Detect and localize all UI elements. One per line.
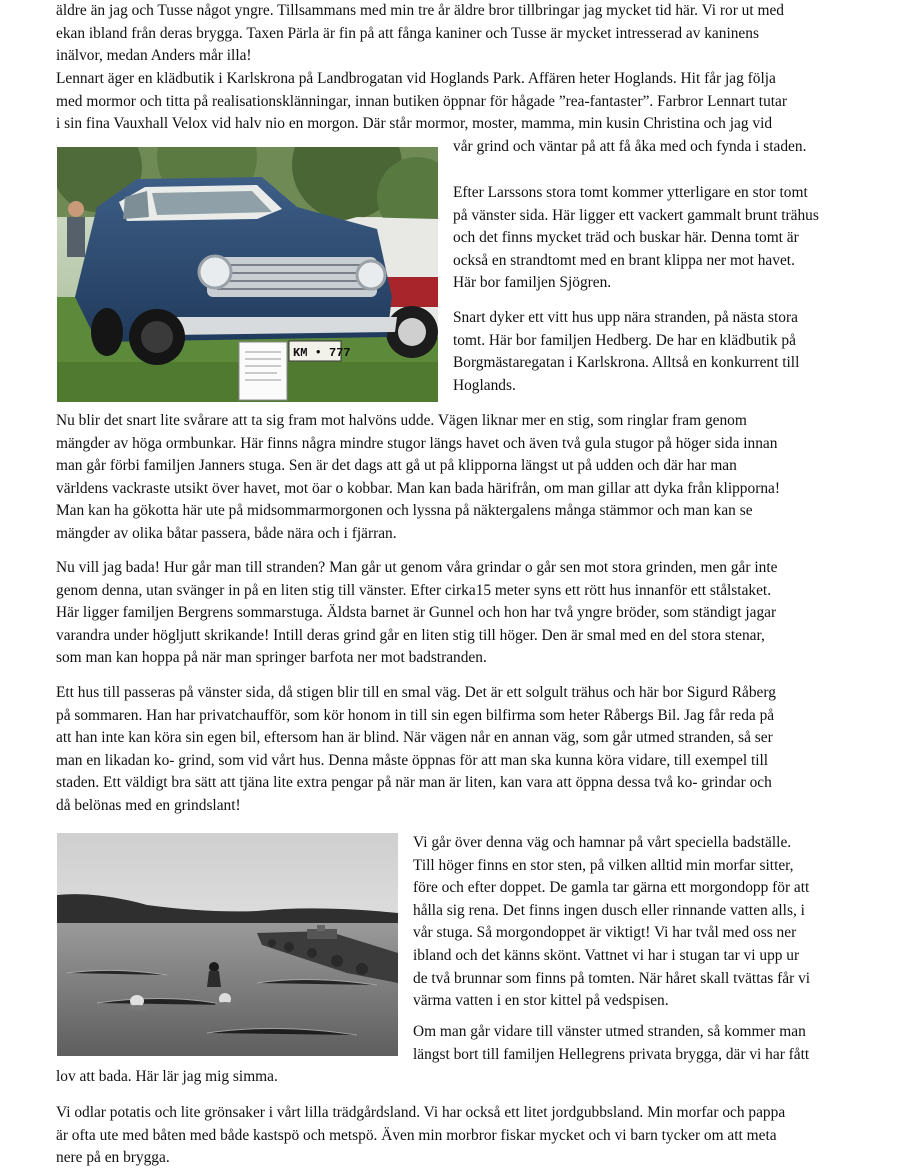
- vauxhall-velox-photo: [57, 147, 438, 402]
- text-line: värma vatten i en stor kittel på vedspisen.: [413, 992, 669, 1010]
- text-line: äldre än jag och Tusse något yngre. Tillsammans med min tre år äldre bror tillbringar jag mycket tid här. Vi ror ut med: [56, 2, 784, 19]
- text-line: Lennart äger en klädbutik i Karlskrona på Landbrogatan vid Hoglands Park. Affären heter Hoglands. Hit får jag följa: [56, 70, 776, 87]
- text-line: Om man går vidare till vänster utmed stranden, så kommer man: [413, 1023, 806, 1040]
- paragraph-udde: [56, 410, 846, 546]
- text-line: Här bor familjen Sjögren.: [453, 274, 612, 292]
- car-photo-illustration: [57, 147, 438, 402]
- text-line: Efter Larssons stora tomt kommer ytterligare en stor tomt: [453, 184, 808, 201]
- text-line: är ofta ute med båten med både kastspö och metspö. Även min morbror fiskar mycket och vi barn tycker om att meta: [56, 1126, 777, 1144]
- paragraph-raberg: [56, 682, 846, 818]
- text-line: mängder av olika båtar passera, både nära och i fjärran.: [56, 524, 397, 542]
- text-line: Ett hus till passeras på vänster sida, då stigen blir till en smal väg. Det är ett solgult trähus och här bor Sigurd Råberg: [56, 684, 776, 701]
- paragraph-bada: [56, 557, 846, 670]
- text-line: då belönas med en grindslant!: [56, 796, 241, 814]
- text-line: mängder av höga ormbunkar. Här finns några mindre stugor längs havet och även två gula stugor på höger sida innan: [56, 434, 778, 452]
- paragraph-hellegren: [413, 1021, 845, 1066]
- text-line: Vi går över denna väg och hamnar på vårt speciella badställe.: [413, 834, 792, 851]
- text-line: på vänster sida. Här ligger ett vackert gammalt brunt trähus: [453, 206, 819, 224]
- text-line: före och efter doppet. De gamla tar gärna ett morgondopp för att: [413, 879, 810, 897]
- text-line: hålla sig rena. Det finns ingen dusch eller rinnande vatten alls, i: [413, 901, 805, 919]
- text-line: varandra under högljutt skrikande! Intill deras grind går en liten stig till höger. Den är smal med en del stora stenar,: [56, 626, 765, 644]
- text-line: med mormor och titta på realisationsklänningar, innan butiken öppnar för hågade ”rea-fantaster”. Farbror Lennart tutar: [56, 92, 788, 110]
- paragraph-badstalle: [413, 832, 845, 1013]
- paragraph-lennart-shop-cont: [453, 136, 845, 159]
- paragraph-hellegren-cont: [56, 1066, 846, 1089]
- text-line: Nu blir det snart lite svårare att ta sig fram mot halvöns udde. Vägen liknar mer en stig, som ringlar fram genom: [56, 412, 747, 429]
- text-line: Nu vill jag bada! Hur går man till stranden? Man går ut genom våra grindar o går sen mot stora grinden, men går inte: [56, 559, 778, 576]
- text-line: man en likadan ko- grind, som vid vårt hus. Denna måste öppnas för att man ska kunna köra vidare, till exempel till: [56, 751, 769, 769]
- text-line: Man kan ha gökotta här ute på midsommarmorgonen och lyssna på näktergalens många stämmor och man kan se: [56, 502, 753, 520]
- license-plate-text: KM • 777: [293, 346, 351, 360]
- text-line: på sommaren. Han har privatchaufför, som kör honom in till sin egen bilfirma som heter Råbergs Bil. Jag får reda på: [56, 706, 775, 724]
- text-line: vår stuga. Så morgondoppet är viktigt! Vi har tvål med oss ner: [413, 924, 797, 942]
- text-line: Till höger finns en stor sten, på vilken alltid min morfar sitter,: [413, 856, 794, 874]
- paragraph-hedberg: [453, 307, 845, 397]
- text-line: Hoglands.: [453, 376, 516, 394]
- text-line: nere på en brygga.: [56, 1149, 170, 1167]
- paragraph-sjogren: [453, 182, 845, 295]
- text-line: man går förbi familjen Janners stuga. Sen är det dags att gå ut på klipporna längst ut på udden och där har man: [56, 457, 737, 475]
- text-line: längst bort till familjen Hellegrens privata brygga, där vi har fått: [413, 1045, 810, 1063]
- text-line: också en strandtomt med en brant klippa ner mot havet.: [453, 251, 795, 269]
- text-line: vår grind och väntar på att få åka med och fynda i staden.: [453, 138, 807, 155]
- text-line: tomt. Här bor familjen Hedberg. De har en klädbutik på: [453, 331, 796, 349]
- text-line: Snart dyker ett vitt hus upp nära stranden, på nästa stora: [453, 309, 798, 326]
- text-line: inälvor, medan Anders mår illa!: [56, 47, 252, 65]
- text-line: i sin fina Vauxhall Velox vid halv nio en morgon. Där står mormor, moster, mamma, min kusin Christina och jag vid: [56, 115, 773, 133]
- text-line: ekan ibland från deras brygga. Taxen Pärla är fin på att fånga kaniner och Tusse är mycket intresserad av kaninens: [56, 24, 759, 42]
- text-line: Vi odlar potatis och lite grönsaker i vårt lilla trädgårdsland. Vi har också ett litet jordgubbsland. Min morfar och pappa: [56, 1104, 786, 1121]
- text-line: Borgmästaregatan i Karlskrona. Alltså en konkurrent till: [453, 354, 800, 372]
- text-line: lov att bada. Här lär jag mig simma.: [56, 1068, 278, 1085]
- lake-photo-illustration: [57, 833, 398, 1056]
- text-line: ibland och det känns skönt. Vattnet vi har i stugan tar vi upp ur: [413, 946, 800, 964]
- text-line: världens vackraste utsikt över havet, mot öar o kobbar. Man kan bada härifrån, om man gillar att dyka från klipporna!: [56, 479, 780, 497]
- text-line: staden. Ett väldigt bra sätt att tjäna lite extra pengar på när man är liten, kan vara att öppna dessa två ko- grindar och: [56, 774, 772, 792]
- text-line: och det finns mycket träd och buskar här. Denna tomt är: [453, 229, 799, 247]
- swimming-lake-photo: [57, 833, 398, 1056]
- text-line: som man kan hoppa på när man springer barfota ner mot badstranden.: [56, 649, 487, 667]
- text-line: att han inte kan köra sin egen bil, eftersom han är blind. När vägen når en annan väg, som går utmed stranden, så ser: [56, 729, 773, 747]
- paragraph-family-neighbors: [56, 0, 846, 68]
- text-line: genom denna, utan svänger in på en liten stig till vänster. Efter cirka15 meter syns ett rött hus innanför ett stålstaket.: [56, 581, 772, 599]
- paragraph-tradgard: [56, 1102, 846, 1170]
- text-line: de två brunnar som finns på tomten. När håret skall tvättas får vi: [413, 969, 811, 987]
- text-line: Här ligger familjen Bergrens sommarstuga. Äldsta barnet är Gunnel och hon har två yngre bröder, som ständigt jagar: [56, 604, 777, 622]
- paragraph-lennart-shop: [56, 68, 846, 136]
